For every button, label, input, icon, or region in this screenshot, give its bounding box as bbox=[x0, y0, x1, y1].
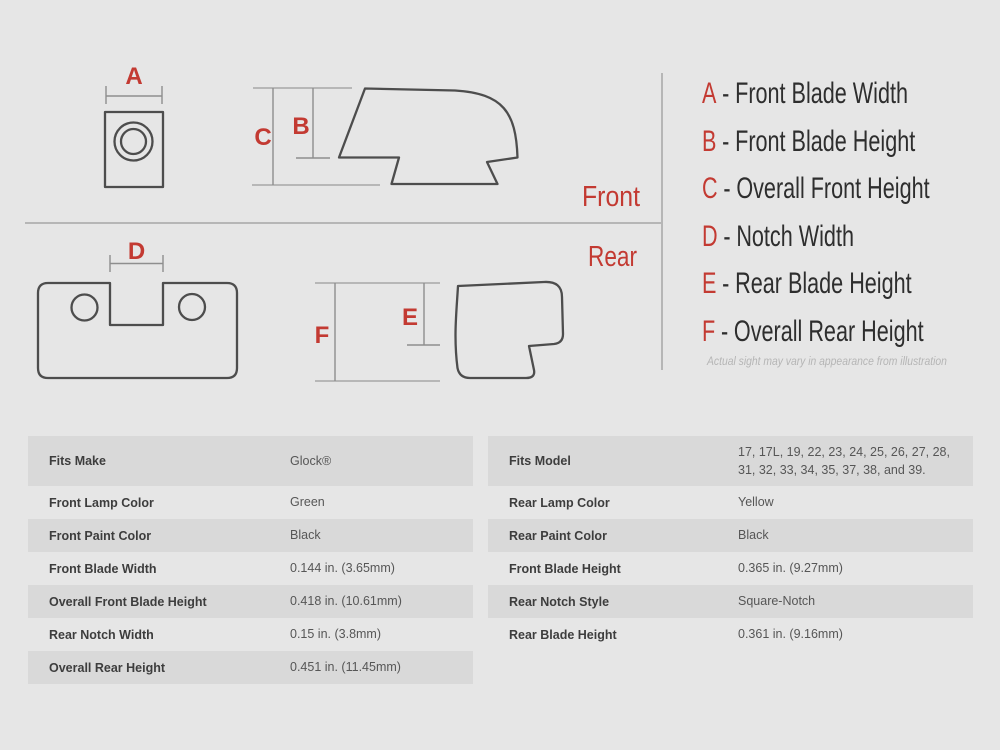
dim-letter-f: F bbox=[314, 322, 330, 349]
dimension-legend bbox=[702, 70, 930, 355]
row-label: Front Paint Color bbox=[49, 528, 152, 543]
legend-item bbox=[702, 308, 930, 356]
front-sight-side-view bbox=[252, 88, 518, 185]
legend-letter: B bbox=[702, 124, 717, 158]
legend-letter: A bbox=[702, 77, 717, 110]
row-label: Fits Make bbox=[49, 454, 106, 468]
legend-item bbox=[702, 70, 930, 118]
legend-separator: - bbox=[722, 124, 730, 158]
row-value: 0.144 in. (3.65mm) bbox=[290, 561, 395, 576]
row-label: Rear Notch Style bbox=[509, 594, 610, 609]
row-label: Rear Notch Width bbox=[49, 627, 154, 642]
legend-desc: Overall Front Height bbox=[736, 172, 930, 205]
legend-separator: - bbox=[723, 219, 731, 253]
row-label: Rear Paint Color bbox=[509, 528, 607, 543]
table-row bbox=[28, 651, 473, 684]
rear-sight-side-view bbox=[315, 282, 563, 381]
legend-separator: - bbox=[720, 314, 729, 348]
rear-lamp-left-circle bbox=[72, 295, 98, 321]
row-value: Black bbox=[290, 528, 321, 543]
spec-table-left bbox=[28, 436, 473, 684]
dim-letter-b: B bbox=[292, 113, 310, 140]
rear-sight-face-view bbox=[38, 238, 237, 378]
legend-letter: D bbox=[702, 219, 718, 253]
spec-table-right bbox=[488, 436, 973, 651]
table-row bbox=[28, 436, 473, 486]
legend-letter: F bbox=[702, 314, 716, 348]
row-label: Front Lamp Color bbox=[49, 495, 154, 510]
row-value: 0.365 in. (9.27mm) bbox=[738, 561, 843, 576]
legend-separator: - bbox=[722, 267, 730, 300]
legend-desc: Front Blade Width bbox=[735, 77, 909, 110]
table-row bbox=[488, 585, 973, 618]
row-label: Front Blade Width bbox=[49, 561, 157, 576]
rear-lamp-right-circle bbox=[179, 294, 205, 320]
row-label: Overall Rear Height bbox=[49, 660, 166, 675]
front-section-label: Front bbox=[582, 181, 640, 213]
table-row bbox=[28, 519, 473, 552]
legend-item bbox=[702, 118, 930, 166]
front-lamp-inner-circle bbox=[121, 129, 146, 154]
dim-letter-e: E bbox=[401, 304, 419, 331]
row-value: Yellow bbox=[738, 495, 774, 510]
row-value: 0.361 in. (9.16mm) bbox=[738, 627, 843, 642]
row-value: Black bbox=[738, 528, 769, 543]
legend-desc: Overall Rear Height bbox=[733, 314, 924, 348]
row-value: 0.15 in. (3.8mm) bbox=[290, 627, 382, 642]
legend-desc: Notch Width bbox=[736, 219, 854, 253]
row-value: Green bbox=[290, 495, 325, 510]
row-value: 0.418 in. (10.61mm) bbox=[290, 594, 402, 609]
legend-item bbox=[702, 165, 930, 213]
row-label: Rear Lamp Color bbox=[509, 495, 610, 510]
dim-letter-c: C bbox=[254, 124, 272, 151]
row-value: 17, 17L, 19, 22, 23, 24, 25, 26, 27, 28, 31, 32, 33, 34, 35, 37, 38, and 39. bbox=[738, 444, 950, 477]
row-label: Overall Front Blade Height bbox=[49, 594, 207, 609]
row-label: Rear Blade Height bbox=[509, 627, 617, 642]
table-row bbox=[28, 585, 473, 618]
disclaimer-text: Actual sight may vary in appearance from illustration bbox=[707, 356, 947, 368]
table-row bbox=[28, 552, 473, 585]
legend-separator: - bbox=[723, 172, 731, 205]
legend-item bbox=[702, 213, 930, 261]
row-value: 0.451 in. (11.45mm) bbox=[290, 660, 401, 675]
row-value: Glock® bbox=[290, 453, 332, 468]
table-row bbox=[488, 436, 973, 486]
dim-letter-d: D bbox=[127, 238, 146, 265]
dim-letter-a: A bbox=[125, 63, 143, 90]
table-row bbox=[488, 486, 973, 519]
row-value: Square-Notch bbox=[738, 594, 816, 609]
row-label: Front Blade Height bbox=[509, 561, 621, 576]
front-sight-face-view bbox=[105, 63, 163, 187]
table-row bbox=[488, 519, 973, 552]
table-row bbox=[28, 618, 473, 651]
table-row bbox=[488, 552, 973, 585]
legend-letter: C bbox=[702, 172, 718, 205]
legend-letter: E bbox=[702, 267, 717, 300]
row-label: Fits Model bbox=[509, 454, 571, 468]
table-row bbox=[28, 486, 473, 519]
legend-item bbox=[702, 260, 930, 308]
table-row bbox=[488, 618, 973, 651]
rear-section-label: Rear bbox=[588, 241, 638, 273]
legend-desc: Front Blade Height bbox=[735, 124, 916, 158]
legend-desc: Rear Blade Height bbox=[735, 267, 912, 300]
legend-separator: - bbox=[722, 77, 730, 110]
